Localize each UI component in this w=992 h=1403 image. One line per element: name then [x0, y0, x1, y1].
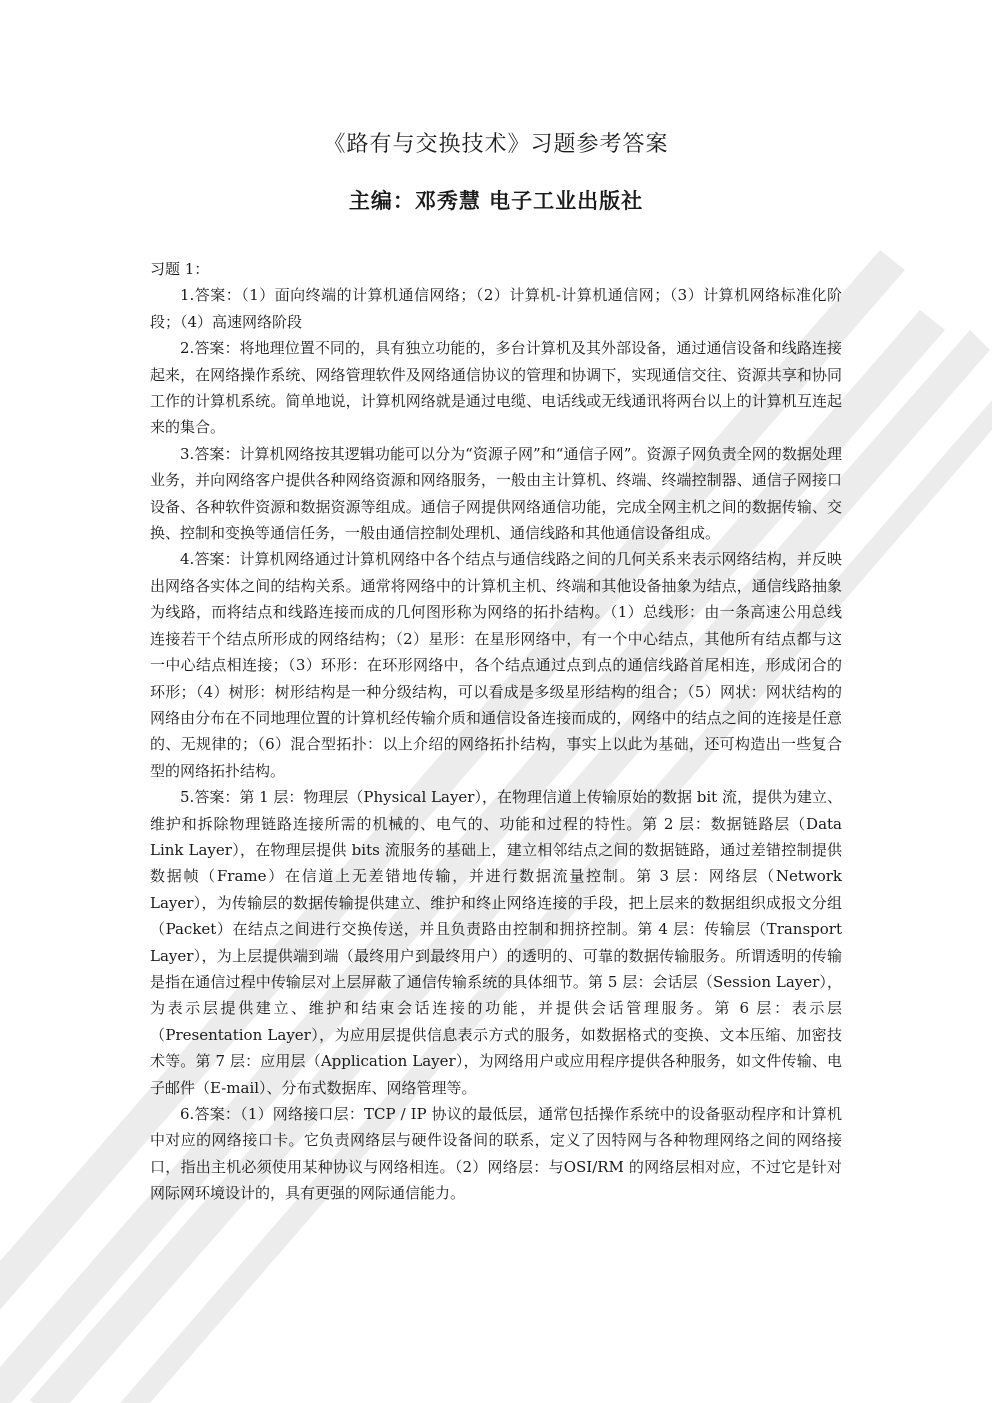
answer-paragraph-2: 2.答案：将地理位置不同的，具有独立功能的，多台计算机及其外部设备，通过通信设备和线路连接起来，在网络操作系统、网络管理软件及网络通信协议的管理和协调下，实现通信交往、资源共享和协同工作的计算机系统。简单地说，计算机网络就是通过电缆、电话线或无线通讯将两台以上的计算机互连起来的集合。	[150, 339, 842, 437]
exercise-section-label: 习题 1：	[150, 260, 210, 278]
document-subtitle: 主编：邓秀慧 电子工业出版社	[348, 189, 644, 213]
document-title: 《路有与交换技术》习题参考答案	[323, 132, 669, 157]
answer-paragraph-1: 1.答案：（1）面向终端的计算机通信网络；（2）计算机-计算机通信网；（3）计算机网络标准化阶段；（4）高速网络阶段	[150, 286, 842, 331]
answer-paragraph-6: 6.答案：（1）网络接口层：TCP / IP 协议的最低层，通常包括操作系统中的设备驱动程序和计算机中对应的网络接口卡。它负责网络层与硬件设备间的联系，定义了因特网与各种物理网络之间的网络接口，指出主机必须使用某种协议与网络相连。（2）网络层：与OSI/RM 的网络层相对应，不过它是针对网际网环境设计的，具有更强的网际通信能力。	[150, 1105, 842, 1203]
answer-paragraph-3: 3.答案：计算机网络按其逻辑功能可以分为“资源子网”和“通信子网”。资源子网负责全网的数据处理业务，并向网络客户提供各种网络资源和网络服务，一般由主计算机、终端、终端控制器、通信子网接口设备、各种软件资源和数据资源等组成。通信子网提供网络通信功能，完成全网主机之间的数据传输、交换、控制和变换等通信任务，一般由通信控制处理机、通信线路和其他通信设备组成。	[150, 444, 842, 543]
answer-paragraph-4: 4.答案：计算机网络通过计算机网络中各个结点与通信线路之间的几何关系来表示网络结构，并反映出网络各实体之间的结构关系。通常将网络中的计算机主机、终端和其他设备抽象为结点，通信线路抽象为线路，而将结点和线路连接而成的几何图形称为网络的拓扑结构。（1）总线形：由一条高速公用总线连接若干个结点所形成的网络结构；（2）星形：在星形网络中，有一个中心结点，其他所有结点都与这一中心结点相连接；（3）环形：在环形网络中，各个结点通过点到点的通信线路首尾相连，形成闭合的环形；（4）树形：树形结构是一种分级结构，可以看成是多级星形结构的组合；（5）网状：网状结构的网络由分布在不同地理位置的计算机经传输介质和通信设备连接而成的，网络中的结点之间的连接是任意的、无规律的；（6）混合型拓扑：以上介绍的网络拓扑结构，事实上以此为基础，还可构造出一些复合型的网络拓扑结构。	[150, 550, 842, 780]
document-page	[150, 128, 842, 1207]
answer-paragraph-5: 5.答案：第 1 层：物理层（Physical Layer），在物理信道上传输原始的数据 bit 流，提供为建立、维护和拆除物理链路连接所需的机械的、电气的、功能和过程的特性。第 2 层：数据链路层（Data Link Layer），在物理层提供 bits 流服务的基础上，建立相邻结点之间的数据链路，通过差错控制提供数据帧（Frame）在信道上无差错地传输，并进行数据流量控制。第 3 层：网络层（Network Layer），为传输层的数据传输提供建立、维护和终止网络连接的手段，把上层来的数据组织成报文分组（Packet）在结点之间进行交换传送，并且负责路由控制和拥挤控制。第 4 层：传输层（Transport Layer），为上层提供端到端（最终用户到最终用户）的透明的、可靠的数据传输服务。所谓透明的传输是指在通信过程中传输层对上层屏蔽了通信传输系统的具体细节。第 5 层：会话层（Session Layer），为表示层提供建立、维护和结束会话连接的功能，并提供会话管理服务。第 6 层：表示层（Presentation Layer），为应用层提供信息表示方式的服务，如数据格式的变换、文本压缩、加密技术等。第 7 层：应用层（Application Layer），为网络用户或应用程序提供各种服务，如文件传输、电子邮件（E-mail）、分布式数据库、网络管理等。	[150, 788, 842, 1097]
